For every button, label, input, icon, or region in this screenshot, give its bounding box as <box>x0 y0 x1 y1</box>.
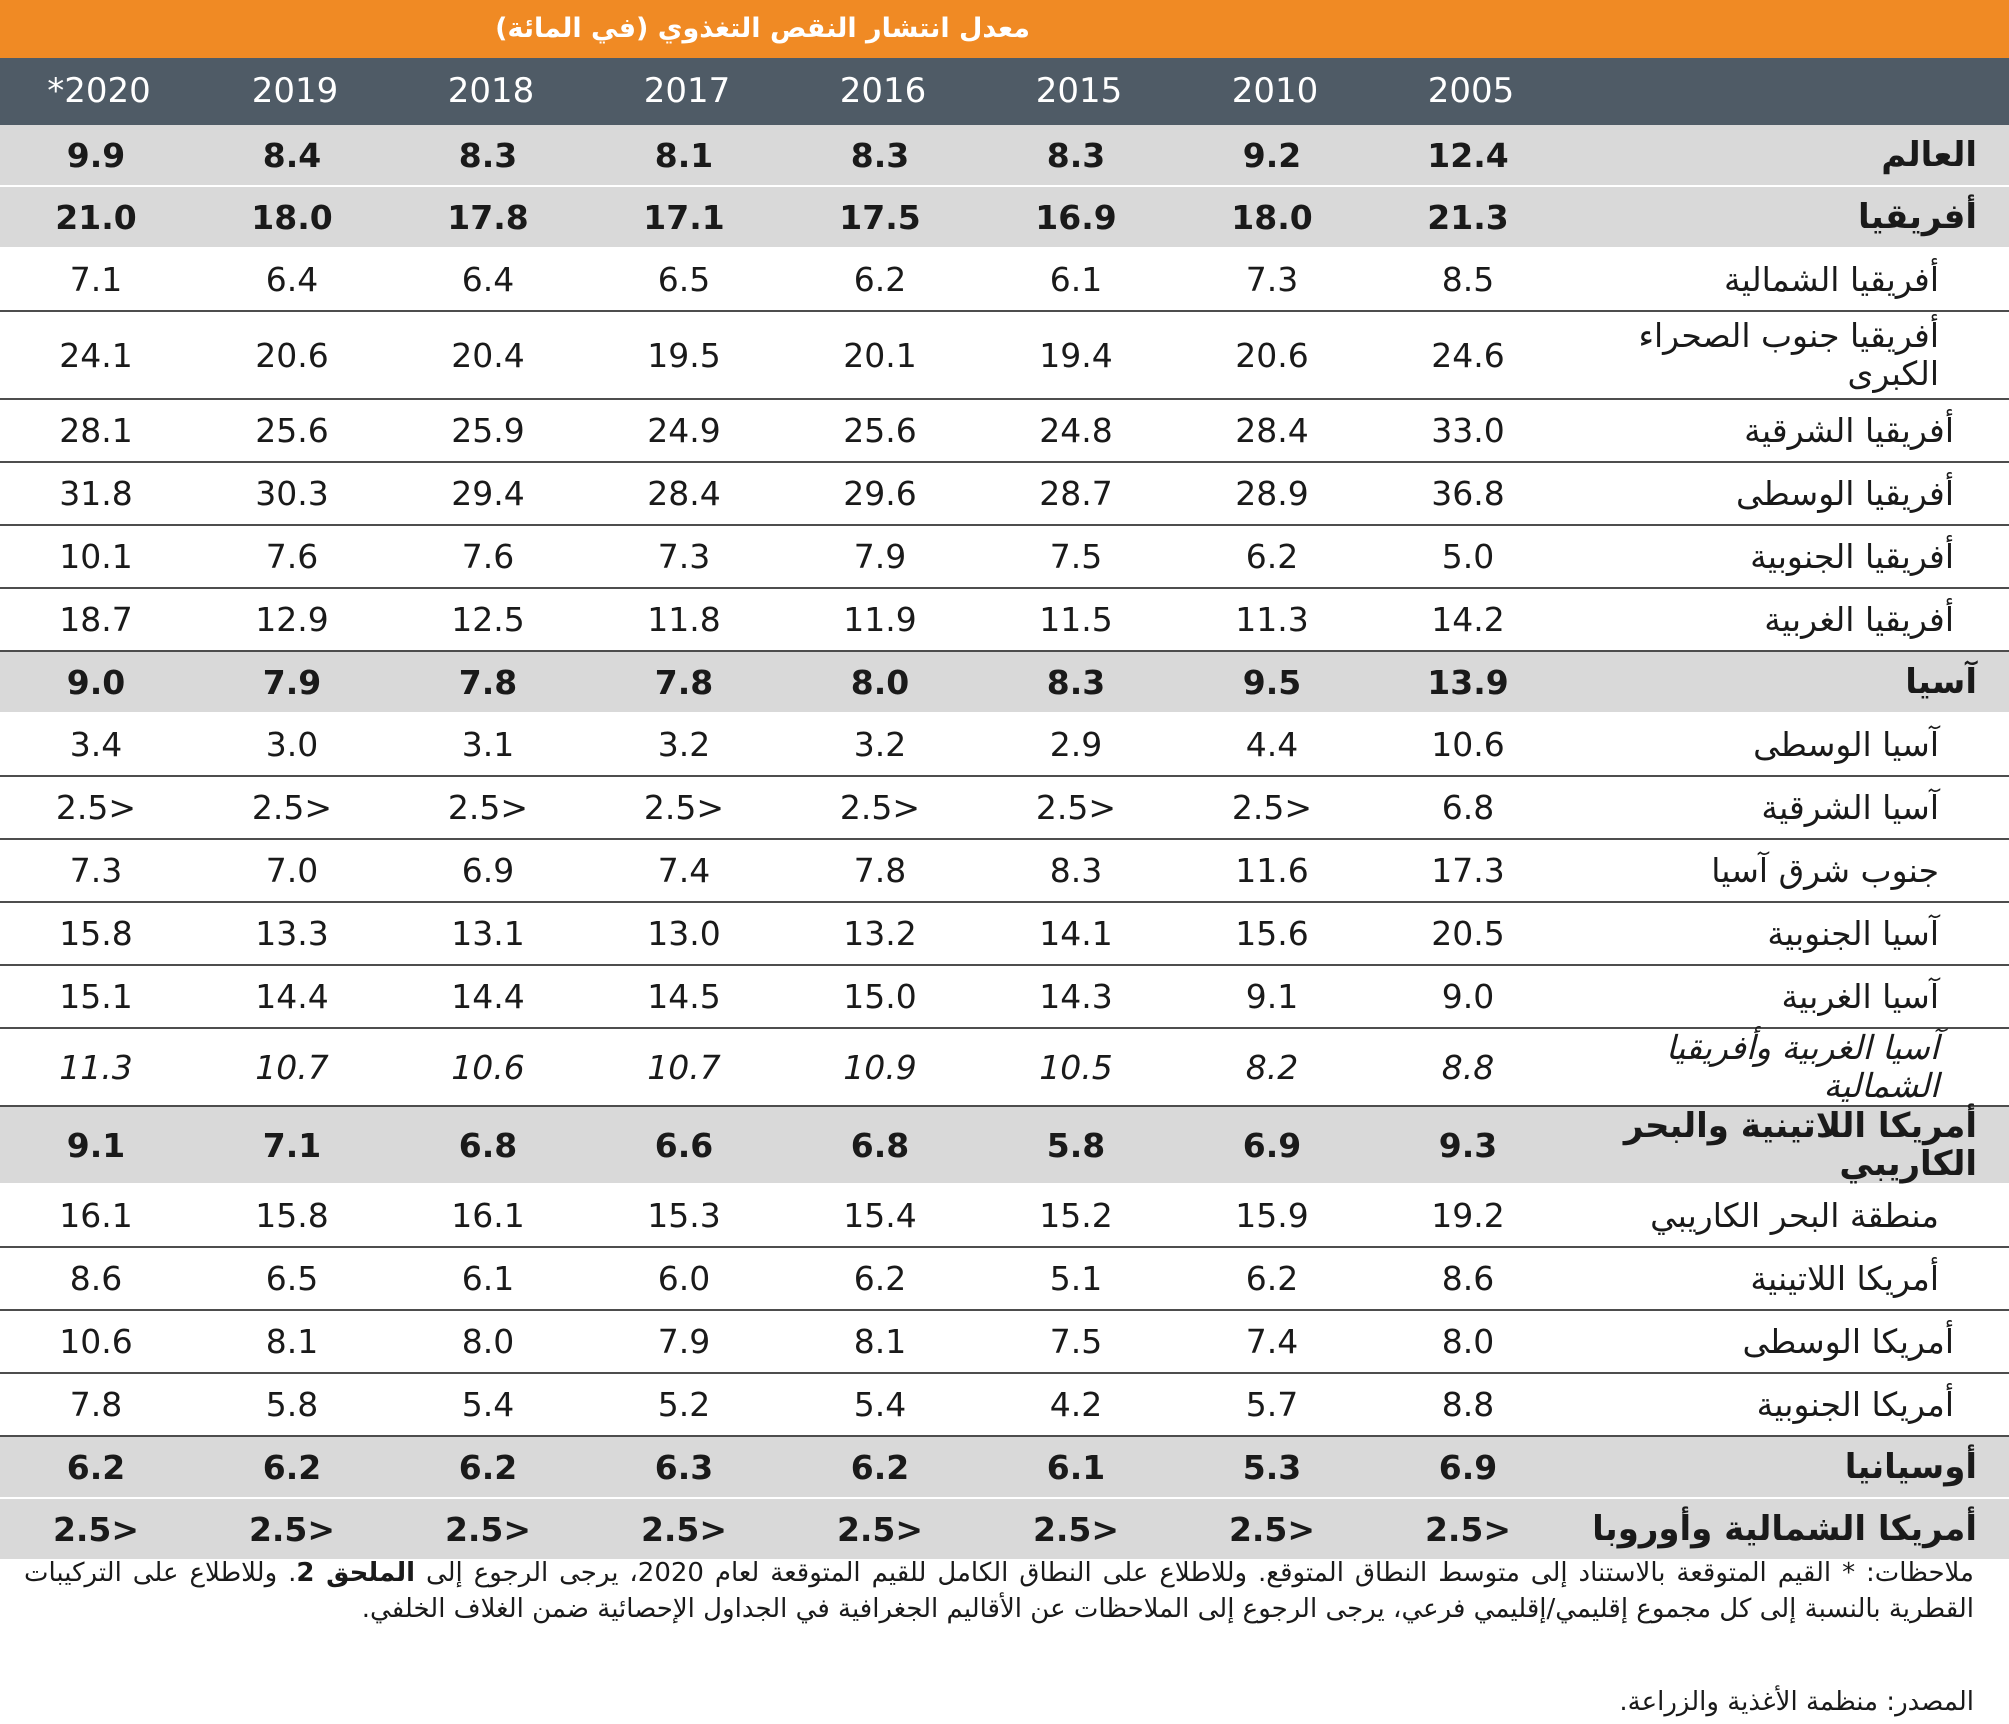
row-label: آسيا الغربية <box>1568 965 2009 1028</box>
table-row <box>0 839 2009 902</box>
table-cell: 25.9 <box>392 399 588 462</box>
table-cell: 7.3 <box>0 839 196 902</box>
table-cell: 6.5 <box>588 248 784 311</box>
table-cell: 30.3 <box>196 462 392 525</box>
table-row <box>0 248 2009 311</box>
table-cell: 7.5 <box>980 525 1176 588</box>
table-cell: 2.5> <box>784 1498 980 1560</box>
table-cell: 19.2 <box>1372 1184 1568 1247</box>
table-cell: 7.8 <box>392 651 588 713</box>
table-cell: 11.3 <box>1176 588 1372 651</box>
table-cell: 15.8 <box>0 902 196 965</box>
table-cell: 6.2 <box>1176 1247 1372 1310</box>
table-cell: 7.1 <box>0 248 196 311</box>
table-cell: 29.6 <box>784 462 980 525</box>
table-cell: 9.9 <box>0 125 196 186</box>
table-cell: 11.9 <box>784 588 980 651</box>
table-cell: 6.8 <box>392 1106 588 1184</box>
table-cell: 10.7 <box>588 1028 784 1106</box>
table-cell: 8.3 <box>980 839 1176 902</box>
table-cell: 20.1 <box>784 311 980 399</box>
table-cell: 13.2 <box>784 902 980 965</box>
table-cell: 2.5> <box>1176 776 1372 839</box>
table-cell: 7.3 <box>588 525 784 588</box>
table-cell: 29.4 <box>392 462 588 525</box>
table-cell: 2.5> <box>588 1498 784 1560</box>
row-label: آسيا الشرقية <box>1568 776 2009 839</box>
table-cell: 14.4 <box>392 965 588 1028</box>
notes-text-2: . وللاطلاع على التركيبات القطرية بالنسبة إلى كل مجموع إقليمي/إقليمي فرعي، يرجى الرجوع إلى الملاحظات عن الأقاليم الجغرافية في الجداول الإحصائية ضمن الغلاف الخلفي. <box>24 1558 1974 1624</box>
table-cell: 5.4 <box>392 1373 588 1436</box>
table-cell: 15.4 <box>784 1184 980 1247</box>
table-cell: 24.9 <box>588 399 784 462</box>
table-row <box>0 1310 2009 1373</box>
table-cell: 8.6 <box>0 1247 196 1310</box>
table-cell: 7.4 <box>588 839 784 902</box>
table-cell: 2.5> <box>980 776 1176 839</box>
table-cell: 20.6 <box>1176 311 1372 399</box>
table-cell: 6.2 <box>196 1436 392 1498</box>
table-cell: 5.3 <box>1176 1436 1372 1498</box>
table-cell: 6.6 <box>588 1106 784 1184</box>
table-cell: 7.9 <box>784 525 980 588</box>
table-cell: 2.5> <box>196 1498 392 1560</box>
row-label: أفريقيا الشرقية <box>1568 399 2009 462</box>
row-label: آسيا الوسطى <box>1568 713 2009 776</box>
table-cell: 8.0 <box>1372 1310 1568 1373</box>
table-cell: 5.1 <box>980 1247 1176 1310</box>
table-cell: 13.0 <box>588 902 784 965</box>
table-cell: 33.0 <box>1372 399 1568 462</box>
table-cell: 17.5 <box>784 186 980 248</box>
table-row <box>0 186 2009 248</box>
table-cell: 17.8 <box>392 186 588 248</box>
table-row <box>0 651 2009 713</box>
table-cell: 8.2 <box>1176 1028 1372 1106</box>
table-cell: 9.5 <box>1176 651 1372 713</box>
table-cell: 2.5> <box>1372 1498 1568 1560</box>
table-cell: 6.2 <box>0 1436 196 1498</box>
table-cell: 28.7 <box>980 462 1176 525</box>
table-cell: 6.0 <box>588 1247 784 1310</box>
table-cell: 8.0 <box>392 1310 588 1373</box>
row-label: آسيا <box>1568 651 2009 713</box>
table-cell: 15.6 <box>1176 902 1372 965</box>
table-cell: 20.4 <box>392 311 588 399</box>
table-row <box>0 1498 2009 1560</box>
table-cell: 21.0 <box>0 186 196 248</box>
table-cell: 2.5> <box>392 776 588 839</box>
table-cell: 8.1 <box>784 1310 980 1373</box>
table-cell: 5.8 <box>980 1106 1176 1184</box>
table-row <box>0 125 2009 186</box>
table-cell: 14.5 <box>588 965 784 1028</box>
row-label: جنوب شرق آسيا <box>1568 839 2009 902</box>
table-cell: 18.0 <box>1176 186 1372 248</box>
table-cell: 14.2 <box>1372 588 1568 651</box>
table-cell: 11.8 <box>588 588 784 651</box>
table-row <box>0 1106 2009 1184</box>
table-cell: 16.1 <box>0 1184 196 1247</box>
table-cell: 6.4 <box>392 248 588 311</box>
table-cell: 18.0 <box>196 186 392 248</box>
table-cell: 19.5 <box>588 311 784 399</box>
table-cell: 19.4 <box>980 311 1176 399</box>
table-cell: 8.1 <box>196 1310 392 1373</box>
table-row <box>0 713 2009 776</box>
table-cell: 6.3 <box>588 1436 784 1498</box>
table-cell: 6.1 <box>980 248 1176 311</box>
row-label: أفريقيا الشمالية <box>1568 248 2009 311</box>
year-header: 2019 <box>251 71 339 111</box>
table-cell: 10.1 <box>0 525 196 588</box>
table-row <box>0 1436 2009 1498</box>
table-cell: 6.9 <box>1372 1436 1568 1498</box>
table-cell: 8.0 <box>784 651 980 713</box>
table-cell: 15.1 <box>0 965 196 1028</box>
annex-reference: الملحق 2 <box>296 1558 416 1588</box>
table-cell: 3.1 <box>392 713 588 776</box>
table-cell: 16.1 <box>392 1184 588 1247</box>
year-header: 2005 <box>1427 71 1515 111</box>
table-cell: 8.1 <box>588 125 784 186</box>
table-cell: 6.2 <box>784 1247 980 1310</box>
table-cell: 8.3 <box>980 125 1176 186</box>
table-cell: 7.1 <box>196 1106 392 1184</box>
row-label: منطقة البحر الكاريبي <box>1568 1184 2009 1247</box>
row-label: آسيا الغربية وأفريقيا الشمالية <box>1568 1028 2009 1106</box>
table-row <box>0 588 2009 651</box>
table-cell: 7.8 <box>0 1373 196 1436</box>
table-cell: 20.6 <box>196 311 392 399</box>
table-cell: 6.5 <box>196 1247 392 1310</box>
table-cell: 5.4 <box>784 1373 980 1436</box>
table-cell: 2.5> <box>0 776 196 839</box>
row-label: آسيا الجنوبية <box>1568 902 2009 965</box>
table-cell: 11.6 <box>1176 839 1372 902</box>
table-cell: 13.3 <box>196 902 392 965</box>
year-header: *2020 <box>47 71 151 111</box>
table-cell: 6.9 <box>1176 1106 1372 1184</box>
table-cell: 8.8 <box>1372 1028 1568 1106</box>
table-cell: 25.6 <box>784 399 980 462</box>
table-cell: 9.2 <box>1176 125 1372 186</box>
table-cell: 10.6 <box>392 1028 588 1106</box>
table-cell: 2.5> <box>1176 1498 1372 1560</box>
table-cell: 2.5> <box>784 776 980 839</box>
table-cell: 14.1 <box>980 902 1176 965</box>
table-cell: 28.4 <box>588 462 784 525</box>
table-cell: 15.2 <box>980 1184 1176 1247</box>
table-cell: 6.2 <box>784 248 980 311</box>
table-cell: 2.5> <box>196 776 392 839</box>
row-label: أفريقيا جنوب الصحراء الكبرى <box>1568 311 2009 399</box>
table-cell: 6.1 <box>980 1436 1176 1498</box>
table-cell: 7.6 <box>196 525 392 588</box>
table-row <box>0 399 2009 462</box>
table-cell: 8.6 <box>1372 1247 1568 1310</box>
table-cell: 15.8 <box>196 1184 392 1247</box>
table-cell: 14.4 <box>196 965 392 1028</box>
table-cell: 10.9 <box>784 1028 980 1106</box>
table-cell: 6.2 <box>392 1436 588 1498</box>
table-cell: 12.4 <box>1372 125 1568 186</box>
table-cell: 7.4 <box>1176 1310 1372 1373</box>
table-cell: 9.3 <box>1372 1106 1568 1184</box>
table-row <box>0 462 2009 525</box>
table-row <box>0 965 2009 1028</box>
row-label: أمريكا الشمالية وأوروبا <box>1568 1498 2009 1560</box>
table-cell: 6.9 <box>392 839 588 902</box>
year-header: 2010 <box>1231 71 1319 111</box>
table-row <box>0 902 2009 965</box>
table-cell: 10.5 <box>980 1028 1176 1106</box>
table-cell: 6.8 <box>784 1106 980 1184</box>
table-cell: 3.4 <box>0 713 196 776</box>
table-row <box>0 1184 2009 1247</box>
table-cell: 8.8 <box>1372 1373 1568 1436</box>
table-row <box>0 1373 2009 1436</box>
table-cell: 5.7 <box>1176 1373 1372 1436</box>
table-cell: 17.3 <box>1372 839 1568 902</box>
table-row <box>0 311 2009 399</box>
years-header <box>0 58 2009 125</box>
table-row <box>0 1247 2009 1310</box>
table-cell: 8.3 <box>784 125 980 186</box>
table-cell: 24.1 <box>0 311 196 399</box>
table-cell: 20.5 <box>1372 902 1568 965</box>
table-cell: 8.4 <box>196 125 392 186</box>
row-label: أفريقيا الجنوبية <box>1568 525 2009 588</box>
table-cell: 7.8 <box>588 651 784 713</box>
table-cell: 10.6 <box>1372 713 1568 776</box>
table-cell: 11.5 <box>980 588 1176 651</box>
table-cell: 11.3 <box>0 1028 196 1106</box>
table-cell: 9.1 <box>0 1106 196 1184</box>
table-cell: 5.2 <box>588 1373 784 1436</box>
table-cell: 28.4 <box>1176 399 1372 462</box>
table-cell: 8.5 <box>1372 248 1568 311</box>
year-header: 2016 <box>839 71 927 111</box>
notes-text-1: ملاحظات: * القيم المتوقعة بالاستناد إلى متوسط النطاق المتوقع. وللاطلاع على النطاق الكامل للقيم المتوقعة لعام 2020، يرجى الرجوع إلى <box>425 1558 1974 1588</box>
table-cell: 28.1 <box>0 399 196 462</box>
table-cell: 2.5> <box>0 1498 196 1560</box>
table-cell: 3.0 <box>196 713 392 776</box>
table-cell: 10.6 <box>0 1310 196 1373</box>
table-cell: 7.0 <box>196 839 392 902</box>
table-cell: 8.3 <box>980 651 1176 713</box>
table-cell: 4.4 <box>1176 713 1372 776</box>
table-cell: 21.3 <box>1372 186 1568 248</box>
table-cell: 7.3 <box>1176 248 1372 311</box>
source-note: المصدر: منظمة الأغذية والزراعة. <box>1619 1687 1974 1717</box>
table-cell: 12.9 <box>196 588 392 651</box>
table-cell: 6.8 <box>1372 776 1568 839</box>
year-header: 2017 <box>643 71 731 111</box>
row-label: أمريكا الجنوبية <box>1568 1373 2009 1436</box>
table-cell: 15.3 <box>588 1184 784 1247</box>
table-cell: 6.4 <box>196 248 392 311</box>
table-cell: 9.0 <box>1372 965 1568 1028</box>
table-cell: 24.6 <box>1372 311 1568 399</box>
table-cell: 2.9 <box>980 713 1176 776</box>
table-cell: 10.7 <box>196 1028 392 1106</box>
table-cell: 31.8 <box>0 462 196 525</box>
table-cell: 28.9 <box>1176 462 1372 525</box>
row-label: العالم <box>1568 125 2009 186</box>
table-cell: 14.3 <box>980 965 1176 1028</box>
table-cell: 5.0 <box>1372 525 1568 588</box>
table-cell: 9.0 <box>0 651 196 713</box>
table-cell: 18.7 <box>0 588 196 651</box>
table-cell: 24.8 <box>980 399 1176 462</box>
table-cell: 7.9 <box>196 651 392 713</box>
table-row <box>0 525 2009 588</box>
table-cell: 7.5 <box>980 1310 1176 1373</box>
year-header: 2015 <box>1035 71 1123 111</box>
table-cell: 7.9 <box>588 1310 784 1373</box>
table-cell: 15.0 <box>784 965 980 1028</box>
table-cell: 7.6 <box>392 525 588 588</box>
table-cell: 5.8 <box>196 1373 392 1436</box>
row-label: أفريقيا الغربية <box>1568 588 2009 651</box>
table-cell: 6.1 <box>392 1247 588 1310</box>
table-cell: 4.2 <box>980 1373 1176 1436</box>
table-row <box>0 1028 2009 1106</box>
table-cell: 7.8 <box>784 839 980 902</box>
table-cell: 16.9 <box>980 186 1176 248</box>
row-label: أمريكا اللاتينية <box>1568 1247 2009 1310</box>
table-cell: 17.1 <box>588 186 784 248</box>
table-cell: 36.8 <box>1372 462 1568 525</box>
table-title: معدل انتشار النقص التغذوي (في المائة) <box>495 13 1030 44</box>
table-cell: 15.9 <box>1176 1184 1372 1247</box>
table-cell: 3.2 <box>784 713 980 776</box>
table-cell: 2.5> <box>980 1498 1176 1560</box>
table-cell: 2.5> <box>392 1498 588 1560</box>
undernourishment-table <box>0 125 2009 1561</box>
row-label: أمريكا الوسطى <box>1568 1310 2009 1373</box>
table-cell: 25.6 <box>196 399 392 462</box>
table-cell: 13.9 <box>1372 651 1568 713</box>
table-cell: 13.1 <box>392 902 588 965</box>
table-cell: 9.1 <box>1176 965 1372 1028</box>
table-cell: 6.2 <box>784 1436 980 1498</box>
notes <box>24 1555 1974 1627</box>
row-label: أمريكا اللاتينية والبحر الكاريبي <box>1568 1106 2009 1184</box>
row-label: أوسيانيا <box>1568 1436 2009 1498</box>
row-label: أفريقيا الوسطى <box>1568 462 2009 525</box>
table-cell: 8.3 <box>392 125 588 186</box>
table-title-bar <box>0 0 2009 58</box>
table-cell: 6.2 <box>1176 525 1372 588</box>
table-cell: 2.5> <box>588 776 784 839</box>
table-cell: 3.2 <box>588 713 784 776</box>
table-cell: 12.5 <box>392 588 588 651</box>
row-label: أفريقيا <box>1568 186 2009 248</box>
year-header: 2018 <box>447 71 535 111</box>
table-row <box>0 776 2009 839</box>
